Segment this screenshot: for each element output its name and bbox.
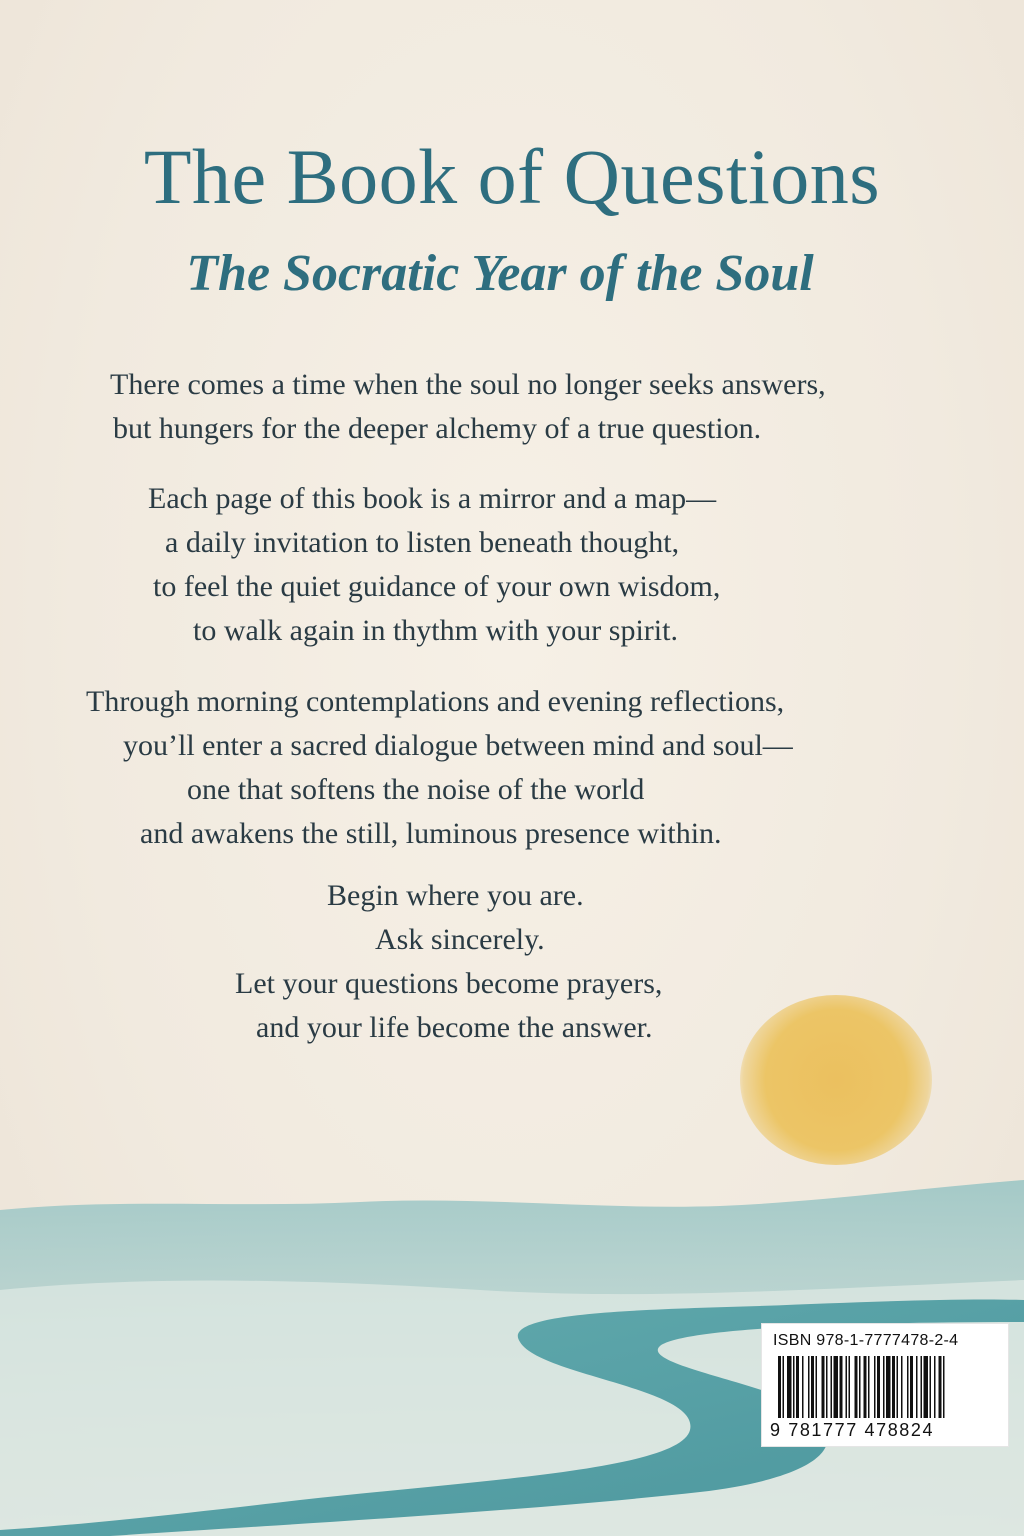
blurb-line: Let your questions become prayers, bbox=[235, 967, 663, 1000]
blurb-line: to feel the quiet guidance of your own wisdom, bbox=[153, 570, 721, 603]
barcode-bar bbox=[816, 1356, 818, 1418]
blurb-line: Begin where you are. bbox=[327, 879, 584, 912]
blurb-line: and your life become the answer. bbox=[256, 1011, 653, 1044]
barcode-bar bbox=[897, 1356, 899, 1418]
barcode-bars bbox=[778, 1356, 992, 1418]
barcode-bar bbox=[939, 1356, 942, 1418]
barcode-bar bbox=[892, 1356, 895, 1418]
blurb-line: Ask sincerely. bbox=[375, 923, 545, 956]
barcode-bar bbox=[921, 1356, 923, 1418]
barcode-bar bbox=[943, 1356, 945, 1418]
barcode-bar bbox=[910, 1356, 913, 1418]
barcode-bar bbox=[808, 1356, 810, 1418]
barcode-bar bbox=[778, 1356, 781, 1418]
book-title: The Book of Questions bbox=[143, 133, 881, 220]
blurb-line: to walk again in thythm with your spirit. bbox=[193, 614, 678, 647]
blurb-line: one that softens the noise of the world bbox=[187, 773, 645, 806]
barcode-bar bbox=[826, 1356, 828, 1418]
barcode-bar bbox=[924, 1356, 929, 1418]
barcode-bar bbox=[793, 1356, 795, 1418]
barcode-bar bbox=[868, 1356, 870, 1418]
barcode-bar bbox=[834, 1356, 839, 1418]
barcode-bar bbox=[883, 1356, 885, 1418]
barcode-bar bbox=[822, 1356, 825, 1418]
barcode-bar bbox=[886, 1356, 891, 1418]
book-subtitle: The Socratic Year of the Soul bbox=[186, 245, 814, 302]
blurb-line: and awakens the still, luminous presence within. bbox=[140, 817, 722, 850]
barcode-digits: 9 781777 478824 bbox=[770, 1420, 935, 1440]
barcode-bar bbox=[846, 1356, 848, 1418]
barcode-bar bbox=[796, 1356, 799, 1418]
barcode-bar bbox=[831, 1356, 833, 1418]
blurb-line: you’ll enter a sacred dialogue between mind and soul— bbox=[123, 729, 793, 762]
barcode-bar bbox=[934, 1356, 936, 1418]
isbn-barcode bbox=[762, 1324, 1008, 1446]
barcode-bar bbox=[901, 1356, 903, 1418]
blurb-line: but hungers for the deeper alchemy of a true question. bbox=[113, 412, 762, 445]
barcode-bar bbox=[811, 1356, 814, 1418]
barcode-bar bbox=[787, 1356, 792, 1418]
blurb-line: a daily invitation to listen beneath thought, bbox=[165, 526, 680, 559]
barcode-bar bbox=[874, 1356, 876, 1418]
isbn-label: ISBN 978-1-7777478-2-4 bbox=[773, 1332, 959, 1349]
blurb-line: Through morning contemplations and evening reflections, bbox=[86, 685, 785, 718]
barcode-bar bbox=[849, 1356, 851, 1418]
barcode-bar bbox=[930, 1356, 932, 1418]
blurb-line: Each page of this book is a mirror and a map— bbox=[148, 482, 717, 515]
barcode-bar bbox=[907, 1356, 909, 1418]
barcode-bar bbox=[783, 1356, 785, 1418]
barcode-bar bbox=[855, 1356, 858, 1418]
barcode-bar bbox=[916, 1356, 918, 1418]
barcode-bar bbox=[859, 1356, 861, 1418]
watercolor-sun bbox=[740, 995, 932, 1165]
barcode-bar bbox=[877, 1356, 880, 1418]
barcode-bar bbox=[840, 1356, 843, 1418]
barcode-bar bbox=[864, 1356, 867, 1418]
barcode-bar bbox=[802, 1356, 804, 1418]
blurb-line: There comes a time when the soul no longer seeks answers, bbox=[110, 368, 826, 401]
